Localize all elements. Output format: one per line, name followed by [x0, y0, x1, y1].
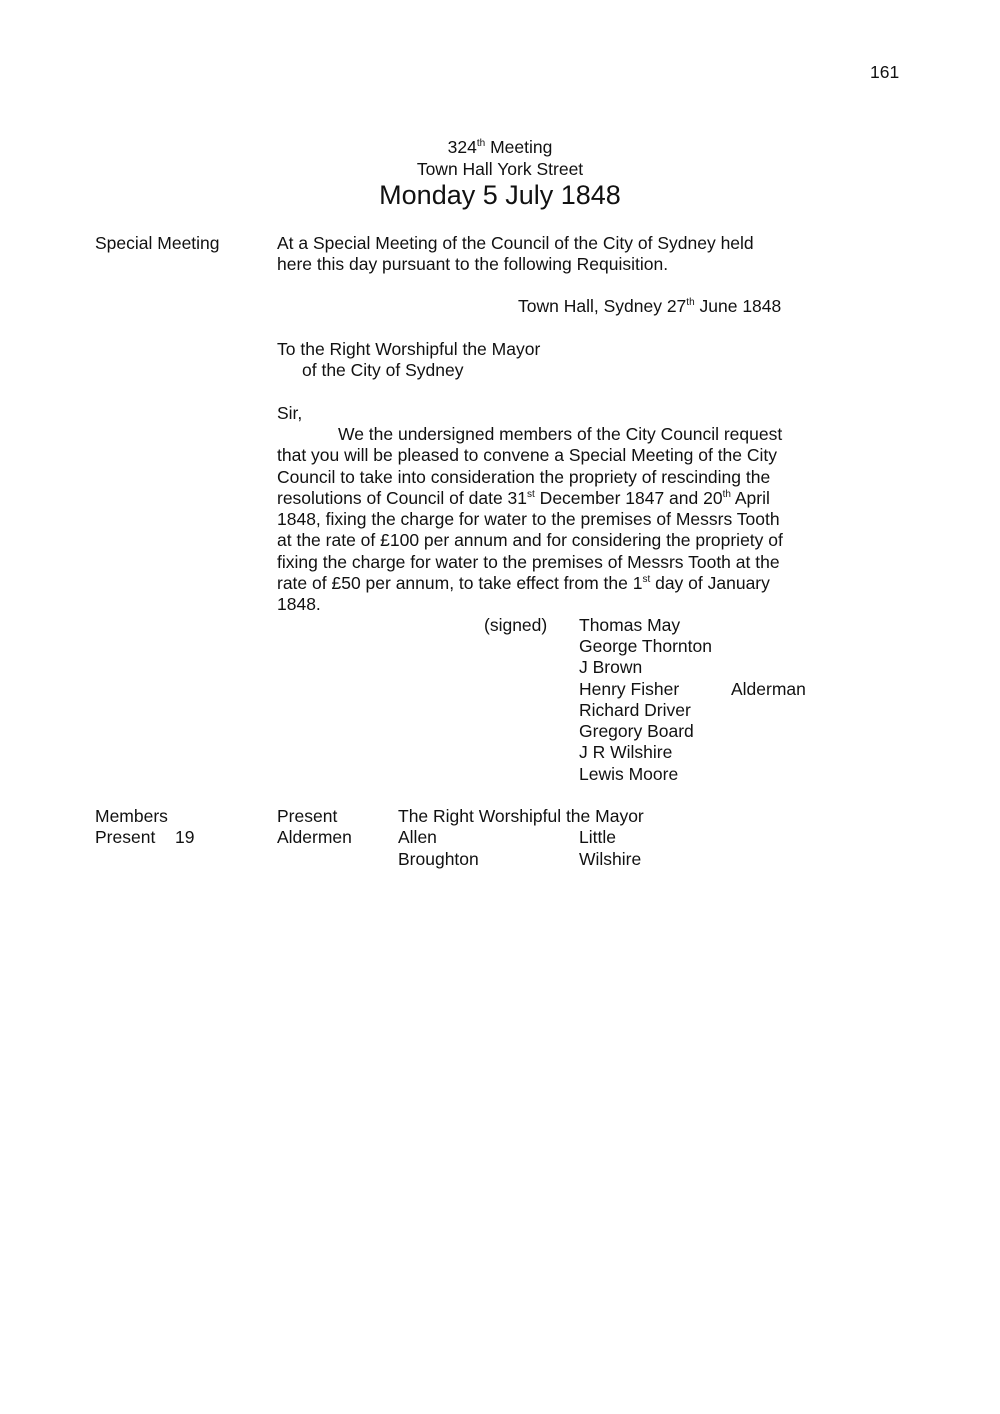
signatory: George Thornton	[579, 636, 712, 656]
addressee-line-2: of the City of Sydney	[302, 360, 464, 380]
signatory: J Brown	[579, 657, 643, 677]
salutation: Sir,	[277, 403, 303, 423]
letter-body	[277, 424, 822, 616]
meeting-venue: Town Hall York Street	[416, 159, 584, 179]
alderman-label: Alderman	[731, 679, 806, 699]
attendance-mayor: The Right Worshipful the Mayor	[398, 806, 644, 826]
margin-label-present: Present	[95, 827, 156, 847]
letter-body-line: rate of £50 per annum, to take effect from the 1st day of January	[277, 573, 770, 594]
letter-dateline: Town Hall, Sydney 27th June 1848	[518, 296, 782, 316]
letter-body-line: We the undersigned members of the City Council request	[338, 424, 783, 444]
alderman-name: Little	[579, 827, 616, 847]
letter-body-line: fixing the charge for water to the premises of Messrs Tooth at the	[277, 551, 780, 572]
letter-body-line: 1848, fixing the charge for water to the premises of Messrs Tooth	[277, 509, 780, 530]
signatory: Richard Driver	[579, 700, 691, 720]
meeting-number: 324th Meeting	[447, 137, 553, 157]
intro-line-1: At a Special Meeting of the Council of the City of Sydney held	[277, 233, 754, 253]
signatory: Lewis Moore	[579, 764, 679, 784]
margin-label-special-meeting: Special Meeting	[95, 233, 220, 253]
signatory: Thomas May	[579, 615, 681, 635]
signatory: Gregory Board	[579, 721, 694, 741]
signatory: J R Wilshire	[579, 742, 673, 762]
addressee-line-1: To the Right Worshipful the Mayor	[277, 339, 541, 359]
meeting-date: Monday 5 July 1848	[379, 180, 621, 210]
intro-line-2: here this day pursuant to the following Requisition.	[277, 254, 669, 274]
alderman-name: Broughton	[398, 849, 479, 869]
margin-label-members: Members	[95, 806, 168, 826]
letter-body-line: Council to take into consideration the propriety of rescinding the	[277, 466, 771, 487]
page-number: 161	[870, 62, 900, 82]
alderman-name: Wilshire	[579, 849, 642, 869]
signed-label: (signed)	[484, 615, 548, 635]
attendance-present-heading: Present	[277, 806, 338, 826]
letter-body-line: that you will be pleased to convene a Special Meeting of the City	[277, 445, 778, 466]
letter-body-line: 1848.	[277, 594, 321, 615]
letter-body-line: at the rate of £100 per annum and for considering the propriety of	[277, 530, 783, 551]
letter-body-line: resolutions of Council of date 31st December 1847 and 20th April	[277, 487, 770, 508]
present-count: 19	[175, 827, 195, 847]
attendance-aldermen-heading: Aldermen	[277, 827, 352, 847]
signatory: Henry Fisher	[579, 679, 680, 699]
alderman-name: Allen	[398, 827, 437, 847]
